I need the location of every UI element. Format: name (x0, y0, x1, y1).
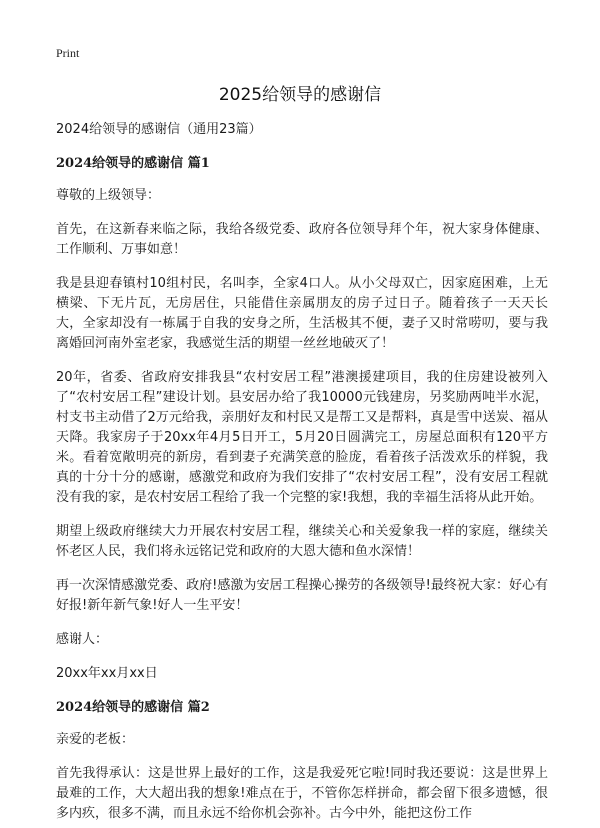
print-label[interactable]: Print (56, 46, 80, 60)
document-body (56, 120, 548, 828)
section-heading-1: 2024给领导的感谢信 篇1 (56, 156, 210, 171)
section-heading-2: 2024给领导的感谢信 篇2 (56, 700, 210, 715)
salutation-1: 尊敬的上级领导： (56, 188, 161, 203)
paragraph: 期望上级政府继续大力开展农村安居工程，继续关心和关爱象我一样的家庭，继续关怀老区人民，我们将永远铭记党和政府的大恩大德和鱼水深情！ (56, 524, 548, 559)
paragraph: 首先我得承认：这是世界上最好的工作，这是我爱死它啦!同时我还要说：这是世界上最难的工作，大大超出我的想象!难点在于，不管你怎样拼命，都会留下很多遗憾，很多内疚，很多不满，而且永远不给你机会弥补。古今中外，能把这份工作 (56, 766, 548, 821)
paragraph: 我是县迎春镇村10组村民，名叫李，全家4口人。从小父母双亡，因家庭困难，上无横梁、下无片瓦，无房居住，只能借住亲属朋友的房子过日子。随着孩子一天天长大，全家却没有一栋属于自我的安身之所，生活极其不便，妻子又时常唠叨，要与我离婚回河南外室老家，我感觉生活的期望一丝丝地破灭了！ (56, 276, 548, 351)
document-subtitle: 2024给领导的感谢信（通用23篇） (56, 122, 262, 137)
page-title: 2025给领导的感谢信 (218, 85, 382, 105)
paragraph: 首先，在这新春来临之际，我给各级党委、政府各位领导拜个年，祝大家身体健康、工作顺利、万事如意！ (56, 222, 548, 257)
salutation-2: 亲爱的老板： (56, 732, 135, 747)
paragraph: 再一次深情感激党委、政府!感激为安居工程操心操劳的各级领导!最终祝大家：好心有好报!新年新气象!好人一生平安！ (56, 578, 548, 613)
signoff: 感谢人： (56, 632, 109, 647)
paragraph: 20年，省委、省政府安排我县“农村安居工程”港澳援建项目，我的住房建设被列入了“农村安居工程”建设计划。县安居办给了我10000元钱建房，另奖励两吨半水泥，村支书主动借了2万元给我，亲朋好友和村民又是帮工又是帮料，真是雪中送炭、福从天降。我家房子于20xx年4月5日开工，5月20日圆满完工，房屋总面积有120平方米。看着宽敞明亮的新房，看到妻子充满笑意的脸庞，看着孩子活泼欢乐的样貌，我真的十分十分的感谢，感激党和政府为我们安排了“农村安居工程”，没有安居工程就没有我的家，是农村安居工程给了我一个完整的家!我想，我的幸福生活将从此开始。 (56, 370, 548, 505)
date: 20xx年xx月xx日 (56, 666, 158, 681)
